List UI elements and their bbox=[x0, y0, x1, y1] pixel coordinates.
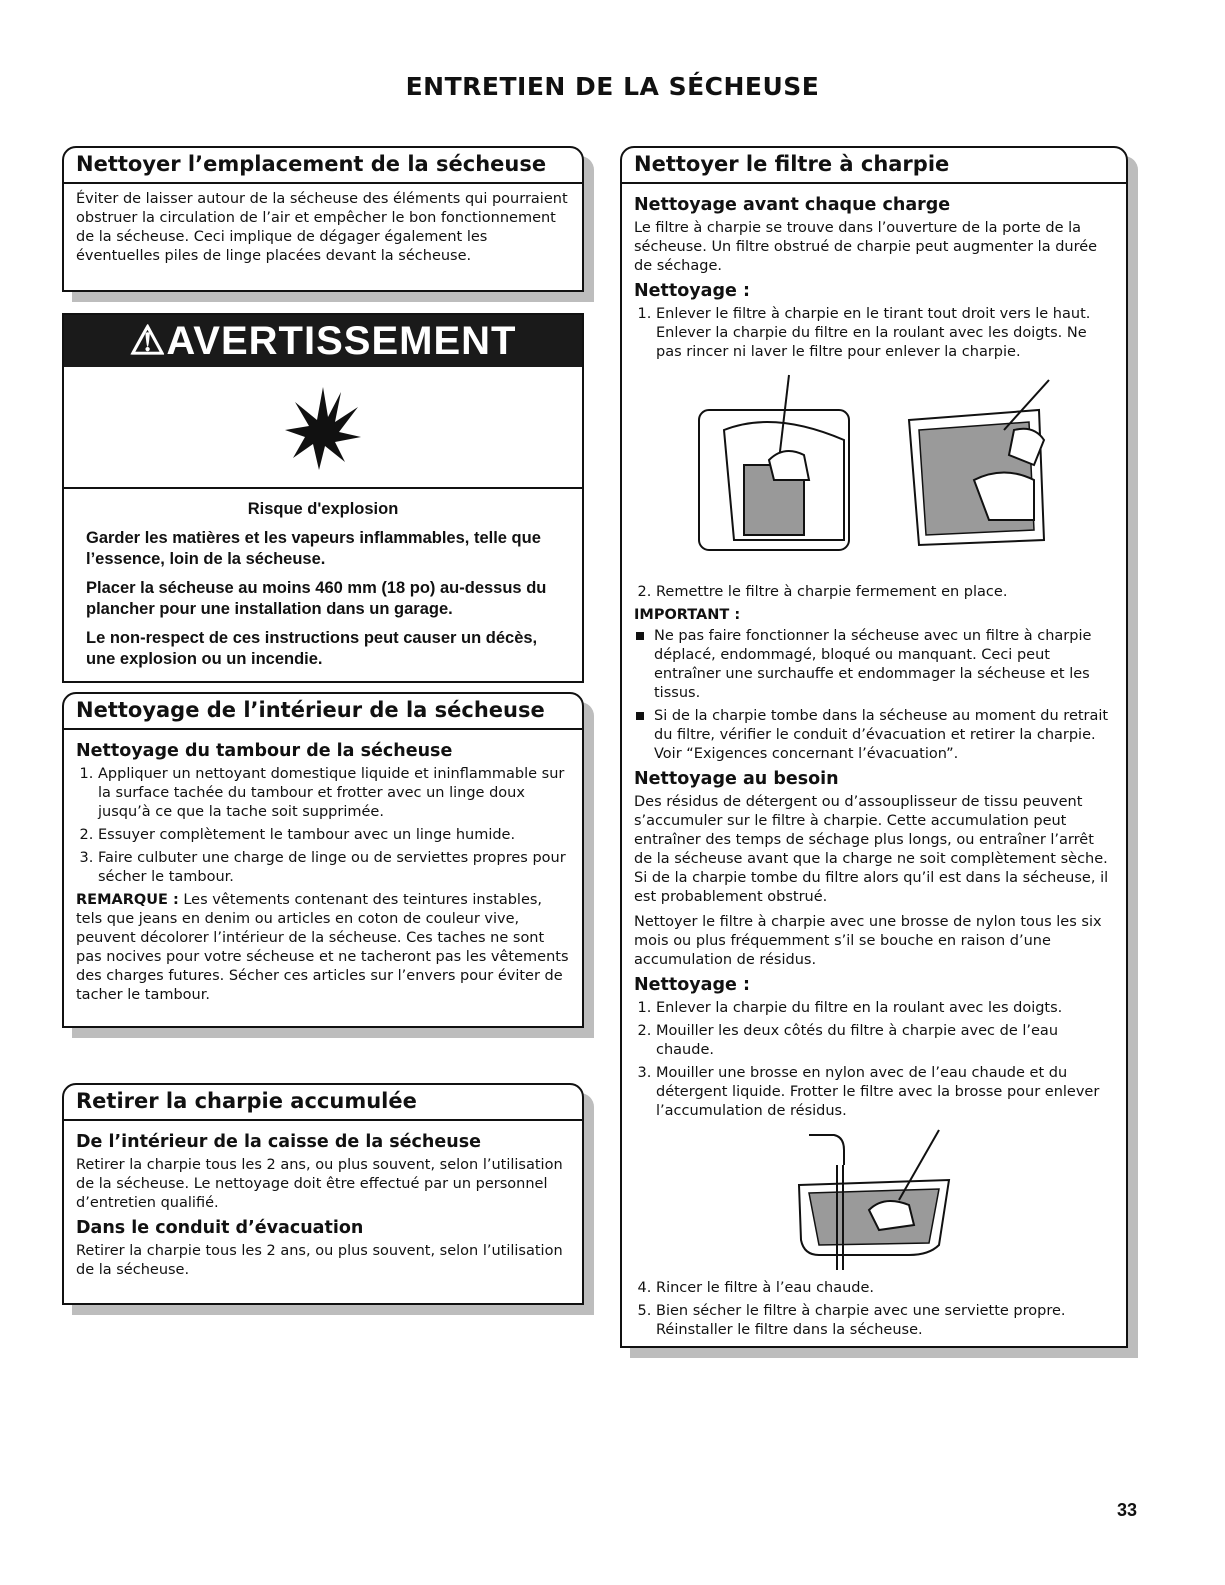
list-item: 3. Mouiller une brosse en nylon avec de l’eau chaude et du détergent liquide. Frotter le filtre avec la brosse pour enlever l’accumulation de résidus. bbox=[656, 1064, 1114, 1121]
interieur-subtitle: Nettoyage du tambour de la sécheuse bbox=[76, 741, 453, 761]
charpie-accumulee-section bbox=[62, 1083, 584, 1305]
filtre-text-avant: Le filtre à charpie se trouve dans l’ouverture de la porte de la sécheuse. Un filtre obstrué de charpie peut augmenter la durée de séchage. bbox=[634, 220, 1098, 274]
filtre-step1-list bbox=[634, 305, 1114, 362]
filtre-steps2 bbox=[634, 999, 1114, 1121]
filtre-section bbox=[620, 146, 1128, 1348]
note-label: REMARQUE : bbox=[76, 892, 179, 908]
charpie-sub2: Dans le conduit d’évacuation bbox=[76, 1218, 364, 1238]
list-item: 4. Rincer le filtre à l’eau chaude. bbox=[656, 1279, 1114, 1298]
filtre-text-besoin2: Nettoyer le filtre à charpie avec une brosse de nylon tous les six mois ou plus fréquemment s’il se bouche en raison d’une accumulation de résidus. bbox=[634, 914, 1102, 968]
charpie-text1: Retirer la charpie tous les 2 ans, ou plus souvent, selon l’utilisation de la sécheuse. Le nettoyage doit être effectué par un personnel d’entretien qualifié. bbox=[76, 1157, 563, 1211]
list-item: 5. Bien sécher le filtre à charpie avec une serviette propre. Réinstaller le filtre dans la sécheuse. bbox=[656, 1302, 1114, 1340]
page-title: ENTRETIEN DE LA SÉCHEUSE bbox=[405, 72, 820, 101]
emplacement-title: Nettoyer l’emplacement de la sécheuse bbox=[64, 148, 582, 184]
warning-p1: Garder les matières et les vapeurs inflammables, telle que l’essence, loin de la sécheuse. bbox=[86, 529, 541, 568]
filtre-step2-list bbox=[634, 583, 1114, 602]
important-list bbox=[634, 627, 1114, 764]
filtre-sub-nettoyage: Nettoyage : bbox=[634, 281, 750, 301]
filtre-sub-avant: Nettoyage avant chaque charge bbox=[634, 195, 951, 215]
explosion-icon bbox=[283, 382, 363, 472]
list-item: 3. Faire culbuter une charge de linge ou de serviettes propres pour sécher le tambour. bbox=[98, 849, 570, 887]
filter-in-door-icon bbox=[694, 370, 854, 560]
list-item: 1. Appliquer un nettoyant domestique liquide et ininflammable sur la surface tachée du tambour et frotter avec un linge doux jusqu’à ce que la tache soit supprimée. bbox=[98, 765, 570, 822]
interieur-section bbox=[62, 692, 584, 1028]
charpie-accumulee-title: Retirer la charpie accumulée bbox=[64, 1085, 582, 1121]
important-label: IMPORTANT : bbox=[634, 607, 741, 623]
filtre-text-besoin1: Des résidus de détergent ou d’assouplisseur de tissu peuvent s’accumuler sur le filtre à charpie. Cette accumulation peut entraîner des temps de séchage plus longs, ou entraîner l’arrêt de la sécheuse avant que la charge ne soit complètement sèche. Si de la charpie tombe du filtre alors qu’il est dans la sécheuse, il est probablement obstrué. bbox=[634, 794, 1109, 905]
warning-p3: Le non-respect de ces instructions peut causer un décès, une explosion ou un incendie. bbox=[86, 629, 538, 668]
filter-rinse-illustration bbox=[634, 1125, 1114, 1275]
filtre-sub-besoin: Nettoyage au besoin bbox=[634, 769, 839, 789]
list-item: 2. Remettre le filtre à charpie fermement en place. bbox=[656, 583, 1114, 602]
list-item: Si de la charpie tombe dans la sécheuse au moment du retrait du filtre, vérifier le conduit d’évacuation et retirer la charpie. Voir “Exigences concernant l’évacuation”. bbox=[654, 707, 1114, 764]
page-number: 33 bbox=[1116, 1500, 1137, 1520]
list-item: 1. Enlever la charpie du filtre en la roulant avec les doigts. bbox=[656, 999, 1114, 1018]
filtre-title: Nettoyer le filtre à charpie bbox=[622, 148, 1126, 184]
filtre-steps3 bbox=[634, 1279, 1114, 1340]
note-text: Les vêtements contenant des teintures instables, tels que jeans en denim ou articles en coton de couleur vive, peuvent décolorer l’intérieur de la sécheuse. Ces taches ne sont pas nocives pour votre sécheuse et ne tacheront pas les vêtements des charges futures. Sécher ces articles sur l’envers pour éviter de tacher le tambour. bbox=[76, 892, 569, 1003]
warning-header: ⚠AVERTISSEMENT bbox=[64, 315, 582, 367]
warning-risk: Risque d'explosion bbox=[247, 500, 399, 518]
emplacement-section bbox=[62, 146, 584, 292]
list-item: Ne pas faire fonctionner la sécheuse avec un filtre à charpie déplacé, endommagé, bloqué ou manquant. Ceci peut entraîner une surchauffe et endommager la sécheuse et les tissus. bbox=[654, 627, 1114, 703]
interieur-steps bbox=[76, 765, 570, 887]
filter-cleaning-icon bbox=[894, 370, 1054, 560]
charpie-text2: Retirer la charpie tous les 2 ans, ou plus souvent, selon l’utilisation de la sécheuse. bbox=[76, 1243, 563, 1278]
filtre-sub-nettoyage2: Nettoyage : bbox=[634, 975, 750, 995]
filter-removal-illustration bbox=[634, 370, 1114, 575]
interieur-note bbox=[76, 891, 570, 1005]
list-item: 2. Essuyer complètement le tambour avec un linge humide. bbox=[98, 826, 570, 845]
warning-p2: Placer la sécheuse au moins 460 mm (18 po) au-dessus du plancher pour une installation dans un garage. bbox=[86, 579, 547, 618]
interieur-title: Nettoyage de l’intérieur de la sécheuse bbox=[64, 694, 582, 730]
list-item: 1. Enlever le filtre à charpie en le tirant tout droit vers le haut. Enlever la charpie du filtre en la roulant avec les doigts. Ne pas rincer ni laver le filtre pour enlever la charpie. bbox=[656, 305, 1114, 362]
emplacement-text: Éviter de laisser autour de la sécheuse des éléments qui pourraient obstruer la circulation de l’air et empêcher le bon fonctionnement de la sécheuse. Ceci implique de dégager également les éventuelles piles de linge placées devant la sécheuse. bbox=[76, 191, 568, 264]
warning-panel bbox=[62, 313, 584, 683]
faucet-brush-icon bbox=[789, 1125, 959, 1275]
list-item: 2. Mouiller les deux côtés du filtre à charpie avec de l’eau chaude. bbox=[656, 1022, 1114, 1060]
charpie-sub1: De l’intérieur de la caisse de la sécheuse bbox=[76, 1132, 481, 1152]
